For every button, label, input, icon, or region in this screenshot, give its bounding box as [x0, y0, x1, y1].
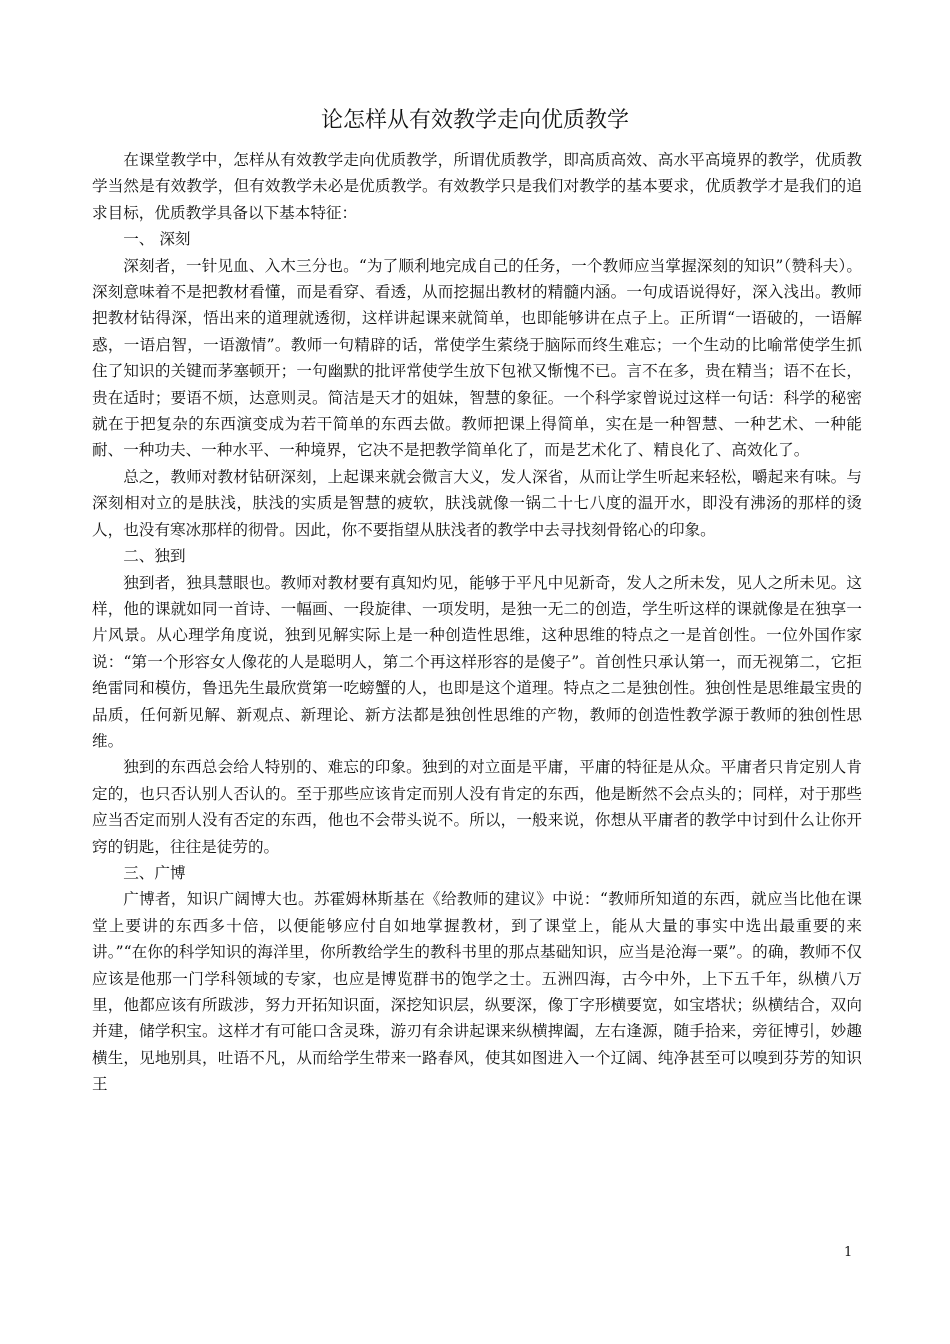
paragraph: 广博者，知识广阔博大也。苏霍姆林斯基在《给教师的建议》中说：“教师所知道的东西，就应当比他在课堂上要讲的东西多十倍，以便能够应付自如地掌握教材，到了课堂上，能从大量的事实中选出最重要的来讲。”“在你的科学知识的海洋里，你所教给学生的教科书里的那点基础知识，应当是沧海一粟”。的确，教师不仅应该是他那一门学科领域的专家，也应是博览群书的饱学之士。五洲四海，古今中外，上下五千年，纵横八万里，他都应该有所跋涉，努力开拓知识面，深挖知识层，纵要深，像丁字形横要宽，如宝塔状；纵横结合，双向并建，储学积宝。这样才有可能口含灵珠，游刃有余讲起课来纵横捭阖，左右逢源，随手拾来，旁征博引，妙趣横生，见地别具，吐语不凡，从而给学生带来一路春风，使其如图进入一个辽阔、纯净甚至可以嗅到芬芳的知识王	[92, 890, 862, 1094]
section-heading-3: 三、广博	[123, 863, 186, 882]
paragraph: 独到者，独具慧眼也。教师对教材要有真知灼见，能够于平凡中见新奇，发人之所未发，见人之所未见。这样，他的课就如同一首诗、一幅画、一段旋律、一项发明，是独一无二的创造，学生听这样的课就像是在独享一片风景。从心理学角度说，独到见解实际上是一种创造性思维，这种思维的特点之一是首创性。一位外国作家说：“第一个形容女人像花的人是聪明人，第二个再这样形容的是傻子”。首创性只承认第一，而无视第二，它拒绝雷同和模仿，鲁迅先生最欣赏第一吃螃蟹的人，也即是这个道理。特点之二是独创性。独创性是思维最宝贵的品质，任何新见解、新观点、新理论、新方法都是独创性思维的产物，教师的创造性教学源于教师的独创性思维。	[92, 573, 862, 750]
paragraph: 总之，教师对教材钻研深刻，上起课来就会微言大义，发人深省，从而让学生听起来轻松，嚼起来有味。与深刻相对立的是肤浅，肤浅的实质是智慧的疲软，肤浅就像一锅二十七八度的温开水，即没有沸汤的那样的烫人，也没有寒冰那样的彻骨。因此，你不要指望从肤浅者的教学中去寻找刻骨铭心的印象。	[92, 467, 862, 539]
paragraph: 深刻者，一针见血、入木三分也。“为了顺利地完成自己的任务，一个教师应当掌握深刻的知识”（赞科夫）。深刻意味着不是把教材看懂，而是看穿、看透，从而挖掘出教材的精髓内涵。一句成语说得好，深入浅出。教师把教材钻得深，悟出来的道理就透彻，这样讲起课来就简单，也即能够讲在点子上。正所谓“一语破的，一语解惑，一语启智，一语激情”。教师一句精辟的话，常使学生萦绕于脑际而终生难忘；一个生动的比喻常使学生抓住了知识的关键而茅塞顿开；一句幽默的批评常使学生放下包袱又惭愧不已。言不在多，贵在精当；语不在长，贵在适时；要语不烦，达意则灵。简洁是天才的姐妹，智慧的象征。一个科学家曾说过这样一句话：科学的秘密就在于把复杂的东西演变成为若干简单的东西去做。教师把课上得简单，实在是一种智慧、一种艺术、一种能耐、一种功夫、一种水平、一种境界，它决不是把教学简单化了，而是艺术化了、精良化了、高效化了。	[92, 256, 862, 460]
page-number: 1	[844, 1245, 853, 1260]
section-heading-2: 二、独到	[123, 547, 186, 566]
document-body	[92, 147, 862, 1098]
document-title: 论怎样从有效教学走向优质教学	[320, 108, 629, 133]
section-heading-1: 一、 深刻	[123, 230, 191, 249]
intro-paragraph: 在课堂教学中，怎样从有效教学走向优质教学，所谓优质教学，即高质高效、高水平高境界的教学，优质教学当然是有效教学，但有效教学未必是优质教学。有效教学只是我们对教学的基本要求，优质教学才是我们的追求目标，优质教学具备以下基本特征：	[92, 151, 862, 222]
paragraph: 独到的东西总会给人特别的、难忘的印象。独到的对立面是平庸，平庸的特征是从众。平庸者只肯定别人肯定的，也只否认别人否认的。至于那些应该肯定而别人没有肯定的东西，他是断然不会点头的；同样，对于那些应当否定而别人没有否定的东西，他也不会带头说不。所以，一般来说，你想从平庸者的教学中讨到什么让你开窍的钥匙，往往是徒劳的。	[92, 758, 862, 856]
